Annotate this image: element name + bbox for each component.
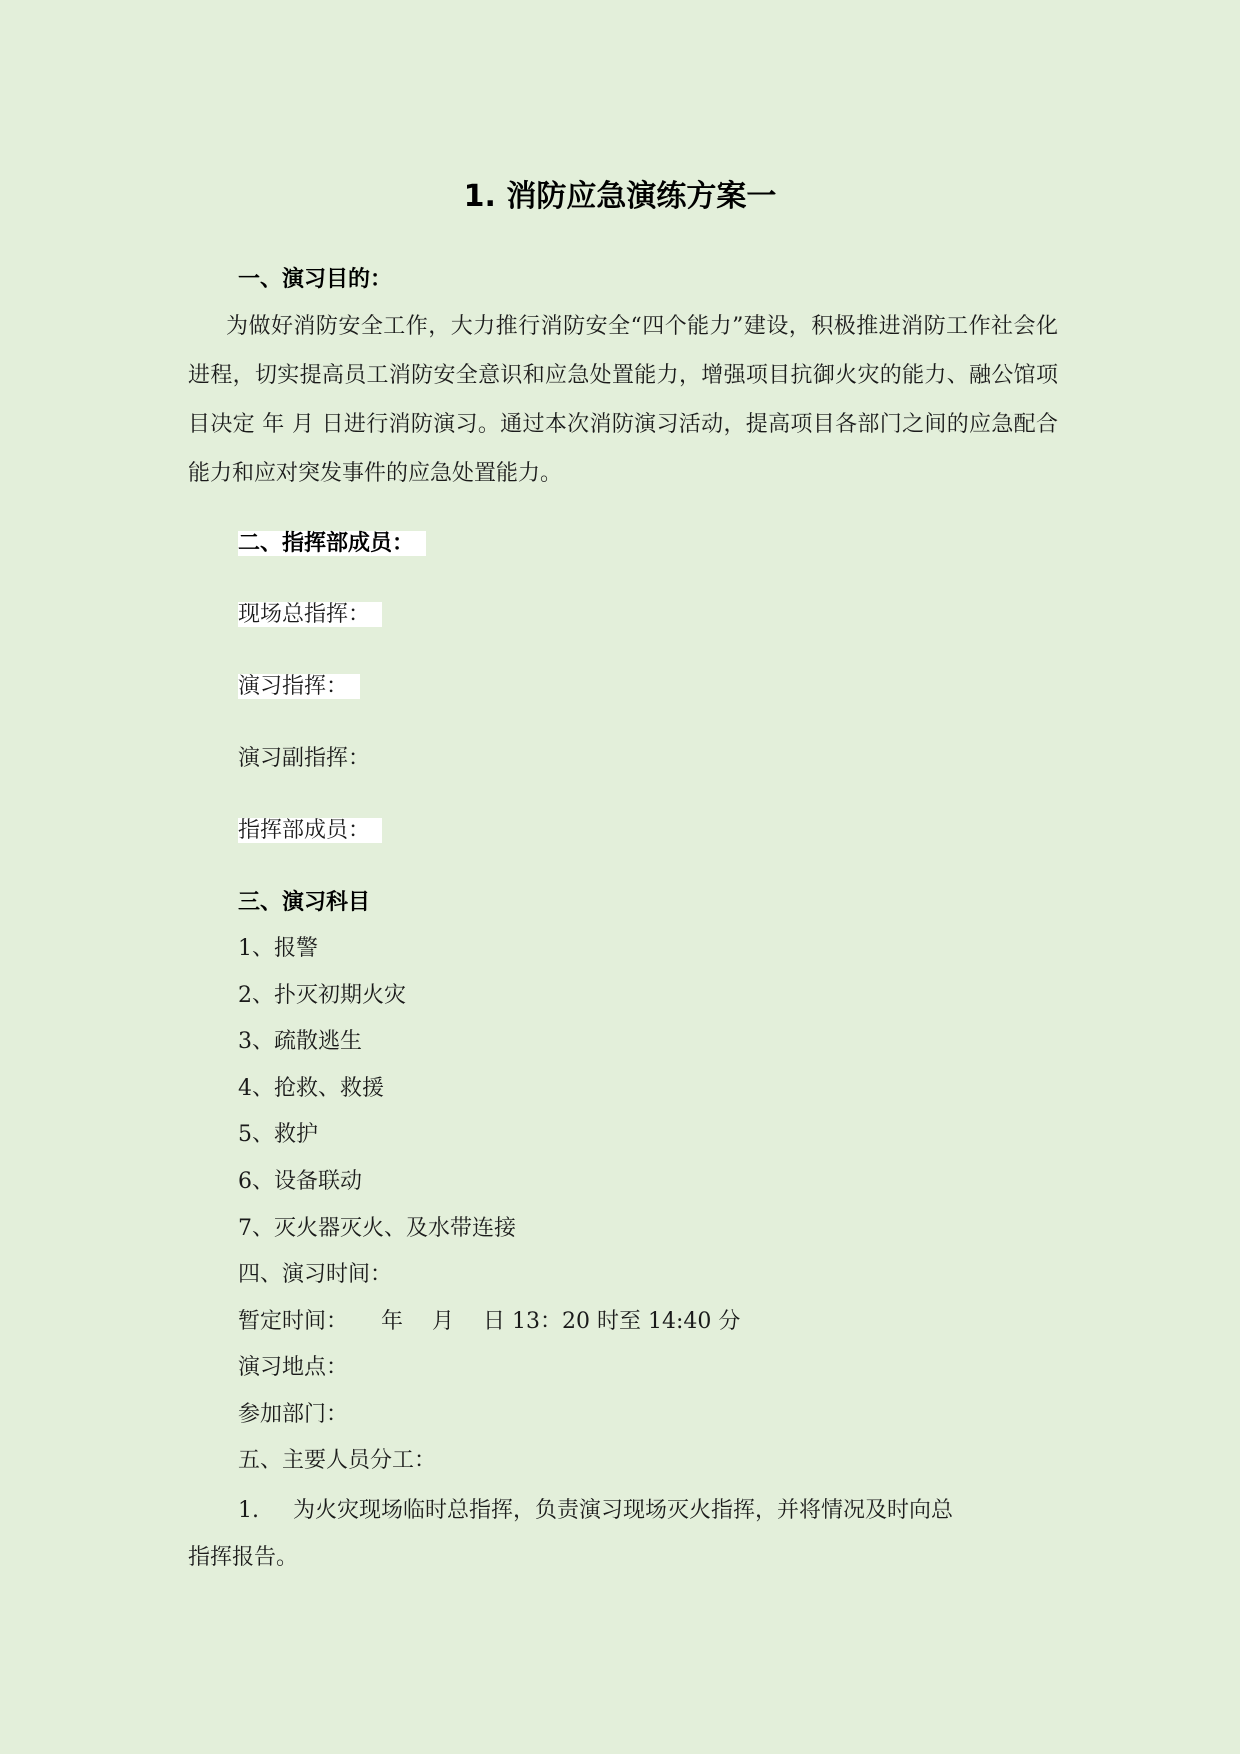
document-title: 1. 消防应急演练方案一 (463, 179, 777, 214)
command-heading-text: 二、指挥部成员： (238, 531, 426, 556)
role-assignment-item (238, 1496, 953, 1526)
role-label: 演习副指挥： (238, 746, 371, 771)
drill-time: 暂定时间： 年 月 日 13：20 时至 14:40 分 (238, 1309, 741, 1334)
role-label: 演习指挥： (238, 674, 360, 699)
list-item: 2、扑灭初期火灾 (238, 983, 406, 1008)
role-label: 指挥部成员： (238, 818, 382, 843)
list-item: 4、抢救、救援 (238, 1076, 384, 1101)
role-assignment-continuation: 指挥报告。 (188, 1545, 299, 1570)
section-heading-purpose: 一、演习目的： (238, 267, 393, 292)
purpose-paragraph: 为做好消防安全工作，大力推行消防安全“四个能力”建设，积极推进消防工作社会化进程，切实提高员工消防安全意识和应急处置能力，增强项目抗御火灾的能力、融公馆项目决定 年 月 日进行消防演习。通过本次消防演习活动，提高项目各部门之间的应急配合能力和应对突发事件的应急处置能力。 (188, 314, 1058, 486)
list-item: 3、疏散逃生 (238, 1029, 362, 1054)
role-deputy-commander (238, 744, 370, 774)
item-number: 1. (238, 1498, 259, 1523)
role-drill-commander (238, 672, 360, 702)
section-heading-time: 四、演习时间： (238, 1262, 393, 1287)
list-item: 1、报警 (238, 936, 318, 961)
section-heading-command (238, 529, 426, 559)
section-heading-roles: 五、主要人员分工： (238, 1448, 437, 1473)
item-text: 为火灾现场临时总指挥，负责演习现场灭火指挥，并将情况及时向总 (293, 1498, 954, 1523)
drill-location: 演习地点： (238, 1355, 349, 1380)
section-heading-subjects: 三、演习科目 (238, 890, 371, 915)
list-item: 5、救护 (238, 1122, 318, 1147)
role-site-commander (238, 600, 382, 630)
role-label: 现场总指挥： (238, 602, 382, 627)
list-item: 6、设备联动 (238, 1169, 362, 1194)
list-item: 7、灭火器灭火、及水带连接 (238, 1216, 516, 1241)
participating-departments: 参加部门： (238, 1402, 349, 1427)
role-command-members (238, 816, 382, 846)
